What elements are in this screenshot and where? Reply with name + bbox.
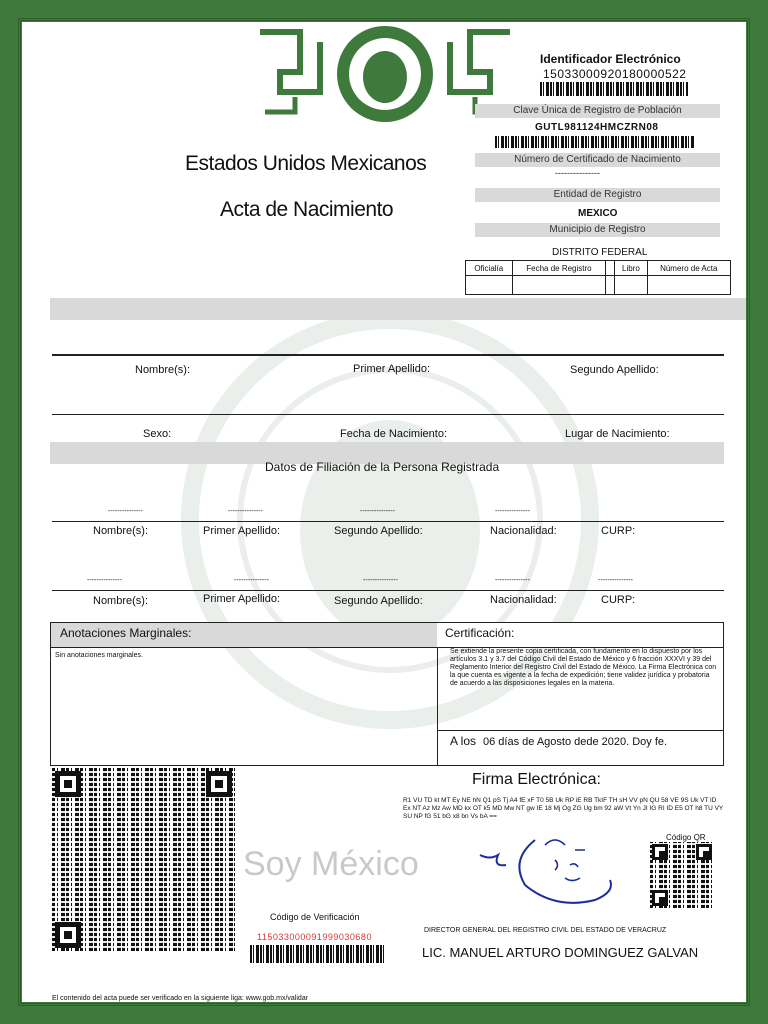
id-barcode <box>540 82 688 96</box>
parent2-nacionalidad-label: Nacionalidad: <box>490 594 557 606</box>
parent2-primer-label: Primer Apellido: <box>203 593 281 605</box>
certificacion-text: Se extiende la presente copia certificada, con fundamento en lo dispuesto por los artículos 3.1 y 3.7 del Código Civil del Estado de México y 6 fracción XXXVI y 39 del Reglamento Interior del Registro Civil del Estado de México. La Firma Electrónica con la que cuenta es vigente a la fecha de expedición; tiene validez jurídica y probatoria de acuerdo a las disposiciones legales en la materia. <box>450 648 717 687</box>
fecha-divider <box>437 730 723 731</box>
curp-value: GUTL981124HMCZRN08 <box>535 122 659 133</box>
dashes-7: --------------- <box>363 577 398 584</box>
firma-title: Firma Electrónica: <box>472 771 601 788</box>
primer-apellido-label: Primer Apellido: <box>353 363 431 375</box>
divider-parent2 <box>52 590 724 591</box>
verif-barcode <box>250 945 385 963</box>
handwritten-signature <box>475 830 625 910</box>
fecha-nacimiento-label: Fecha de Nacimiento: <box>340 428 447 440</box>
lugar-nacimiento-label: Lugar de Nacimiento: <box>565 428 670 440</box>
dashes-5: --------------- <box>87 577 122 584</box>
director-title: DIRECTOR GENERAL DEL REGISTRO CIVIL DEL ESTADO DE VERACRUZ <box>424 927 667 934</box>
firma-hash: R1 VU TD kt MT Ey NE hN Q1 pS Tj A4 fE xF T0 5B Uk RP iE RB TkIF TH sH VV pN QU 58 VE 9S Uk VT lD Ex NT Az Mz Aw MD kx OT k5 MD Mw NT gw IE 18 Mj Og ZG Ug bm 92 aW Vt Yn JI IG RI ID E5 OT h8 TU VY SU NP fG 51 bG x8 bn Vs bA == <box>403 797 724 820</box>
parent2-segundo-label: Segundo Apellido: <box>334 595 423 607</box>
verification-qr-code <box>52 768 235 951</box>
parent1-nombre-label: Nombre(s): <box>93 525 149 537</box>
anotaciones-text: Sin anotaciones marginales. <box>55 652 143 659</box>
col-oficialia: Oficialía <box>466 261 513 276</box>
segundo-apellido-label: Segundo Apellido: <box>570 364 659 376</box>
signature-qr-code <box>650 842 714 908</box>
dashes-4: --------------- <box>495 508 530 515</box>
id-label: Identificador Electrónico <box>540 52 681 66</box>
dashes-2: --------------- <box>228 508 263 515</box>
dashes-8: --------------- <box>495 577 530 584</box>
parent1-segundo-label: Segundo Apellido: <box>334 525 423 537</box>
municipio-value: DISTRITO FEDERAL <box>552 247 648 258</box>
verif-value: 115033000091999030680 <box>257 932 372 942</box>
anotaciones-title: Anotaciones Marginales: <box>60 626 192 640</box>
entity-value: MEXICO <box>578 208 618 219</box>
col-libro: Libro <box>615 261 647 276</box>
filiacion-title: Datos de Filiación de la Persona Registrada <box>265 460 500 474</box>
col-numero-acta: Número de Acta <box>647 261 730 276</box>
sexo-label: Sexo: <box>143 428 172 440</box>
entity-label: Entidad de Registro <box>475 188 720 202</box>
director-name: LIC. MANUEL ARTURO DOMINGUEZ GALVAN <box>422 945 699 960</box>
col-fecha-registro: Fecha de Registro <box>512 261 606 276</box>
document-title: Acta de Nacimiento <box>220 198 394 221</box>
curp-label: Clave Única de Registro de Población <box>475 104 720 118</box>
id-value: 15033000920180000522 <box>543 67 687 81</box>
nombre-label: Nombre(s): <box>135 364 191 376</box>
name-band <box>50 298 746 320</box>
divider-top <box>52 354 724 356</box>
dashes-1: --------------- <box>108 508 143 515</box>
parent1-curp-label: CURP: <box>601 525 636 537</box>
verif-label: Código de Verificación <box>270 912 360 922</box>
curp-barcode <box>495 136 695 148</box>
dashes-3: --------------- <box>360 508 395 515</box>
registry-table <box>465 260 731 295</box>
divider-parent1 <box>52 521 724 522</box>
parent1-nacionalidad-label: Nacionalidad: <box>490 525 557 537</box>
brand-logo: Soy México <box>243 845 419 883</box>
dashes-6: --------------- <box>234 577 269 584</box>
cert-value: --------------- <box>555 168 600 178</box>
parent2-nombre-label: Nombre(s): <box>93 595 149 607</box>
certificacion-title: Certificación: <box>445 626 515 640</box>
parent1-primer-label: Primer Apellido: <box>203 525 281 537</box>
municipio-label: Municipio de Registro <box>475 223 720 237</box>
col-blank <box>606 261 615 276</box>
parent2-curp-label: CURP: <box>601 594 636 606</box>
cert-label: Número de Certificado de Nacimiento <box>475 153 720 167</box>
expedition-date: 06 días de Agosto dede 2020. Doy fe. <box>483 736 668 748</box>
country-title: Estados Unidos Mexicanos <box>185 152 427 175</box>
qr-label: Código QR <box>666 833 706 842</box>
dashes-9: --------------- <box>598 577 633 584</box>
verification-note: El contenido del acta puede ser verificado en la siguiente liga: www.gob.mx/validar <box>52 995 309 1002</box>
a-los-label: A los <box>450 734 477 748</box>
divider-mid <box>52 414 724 415</box>
